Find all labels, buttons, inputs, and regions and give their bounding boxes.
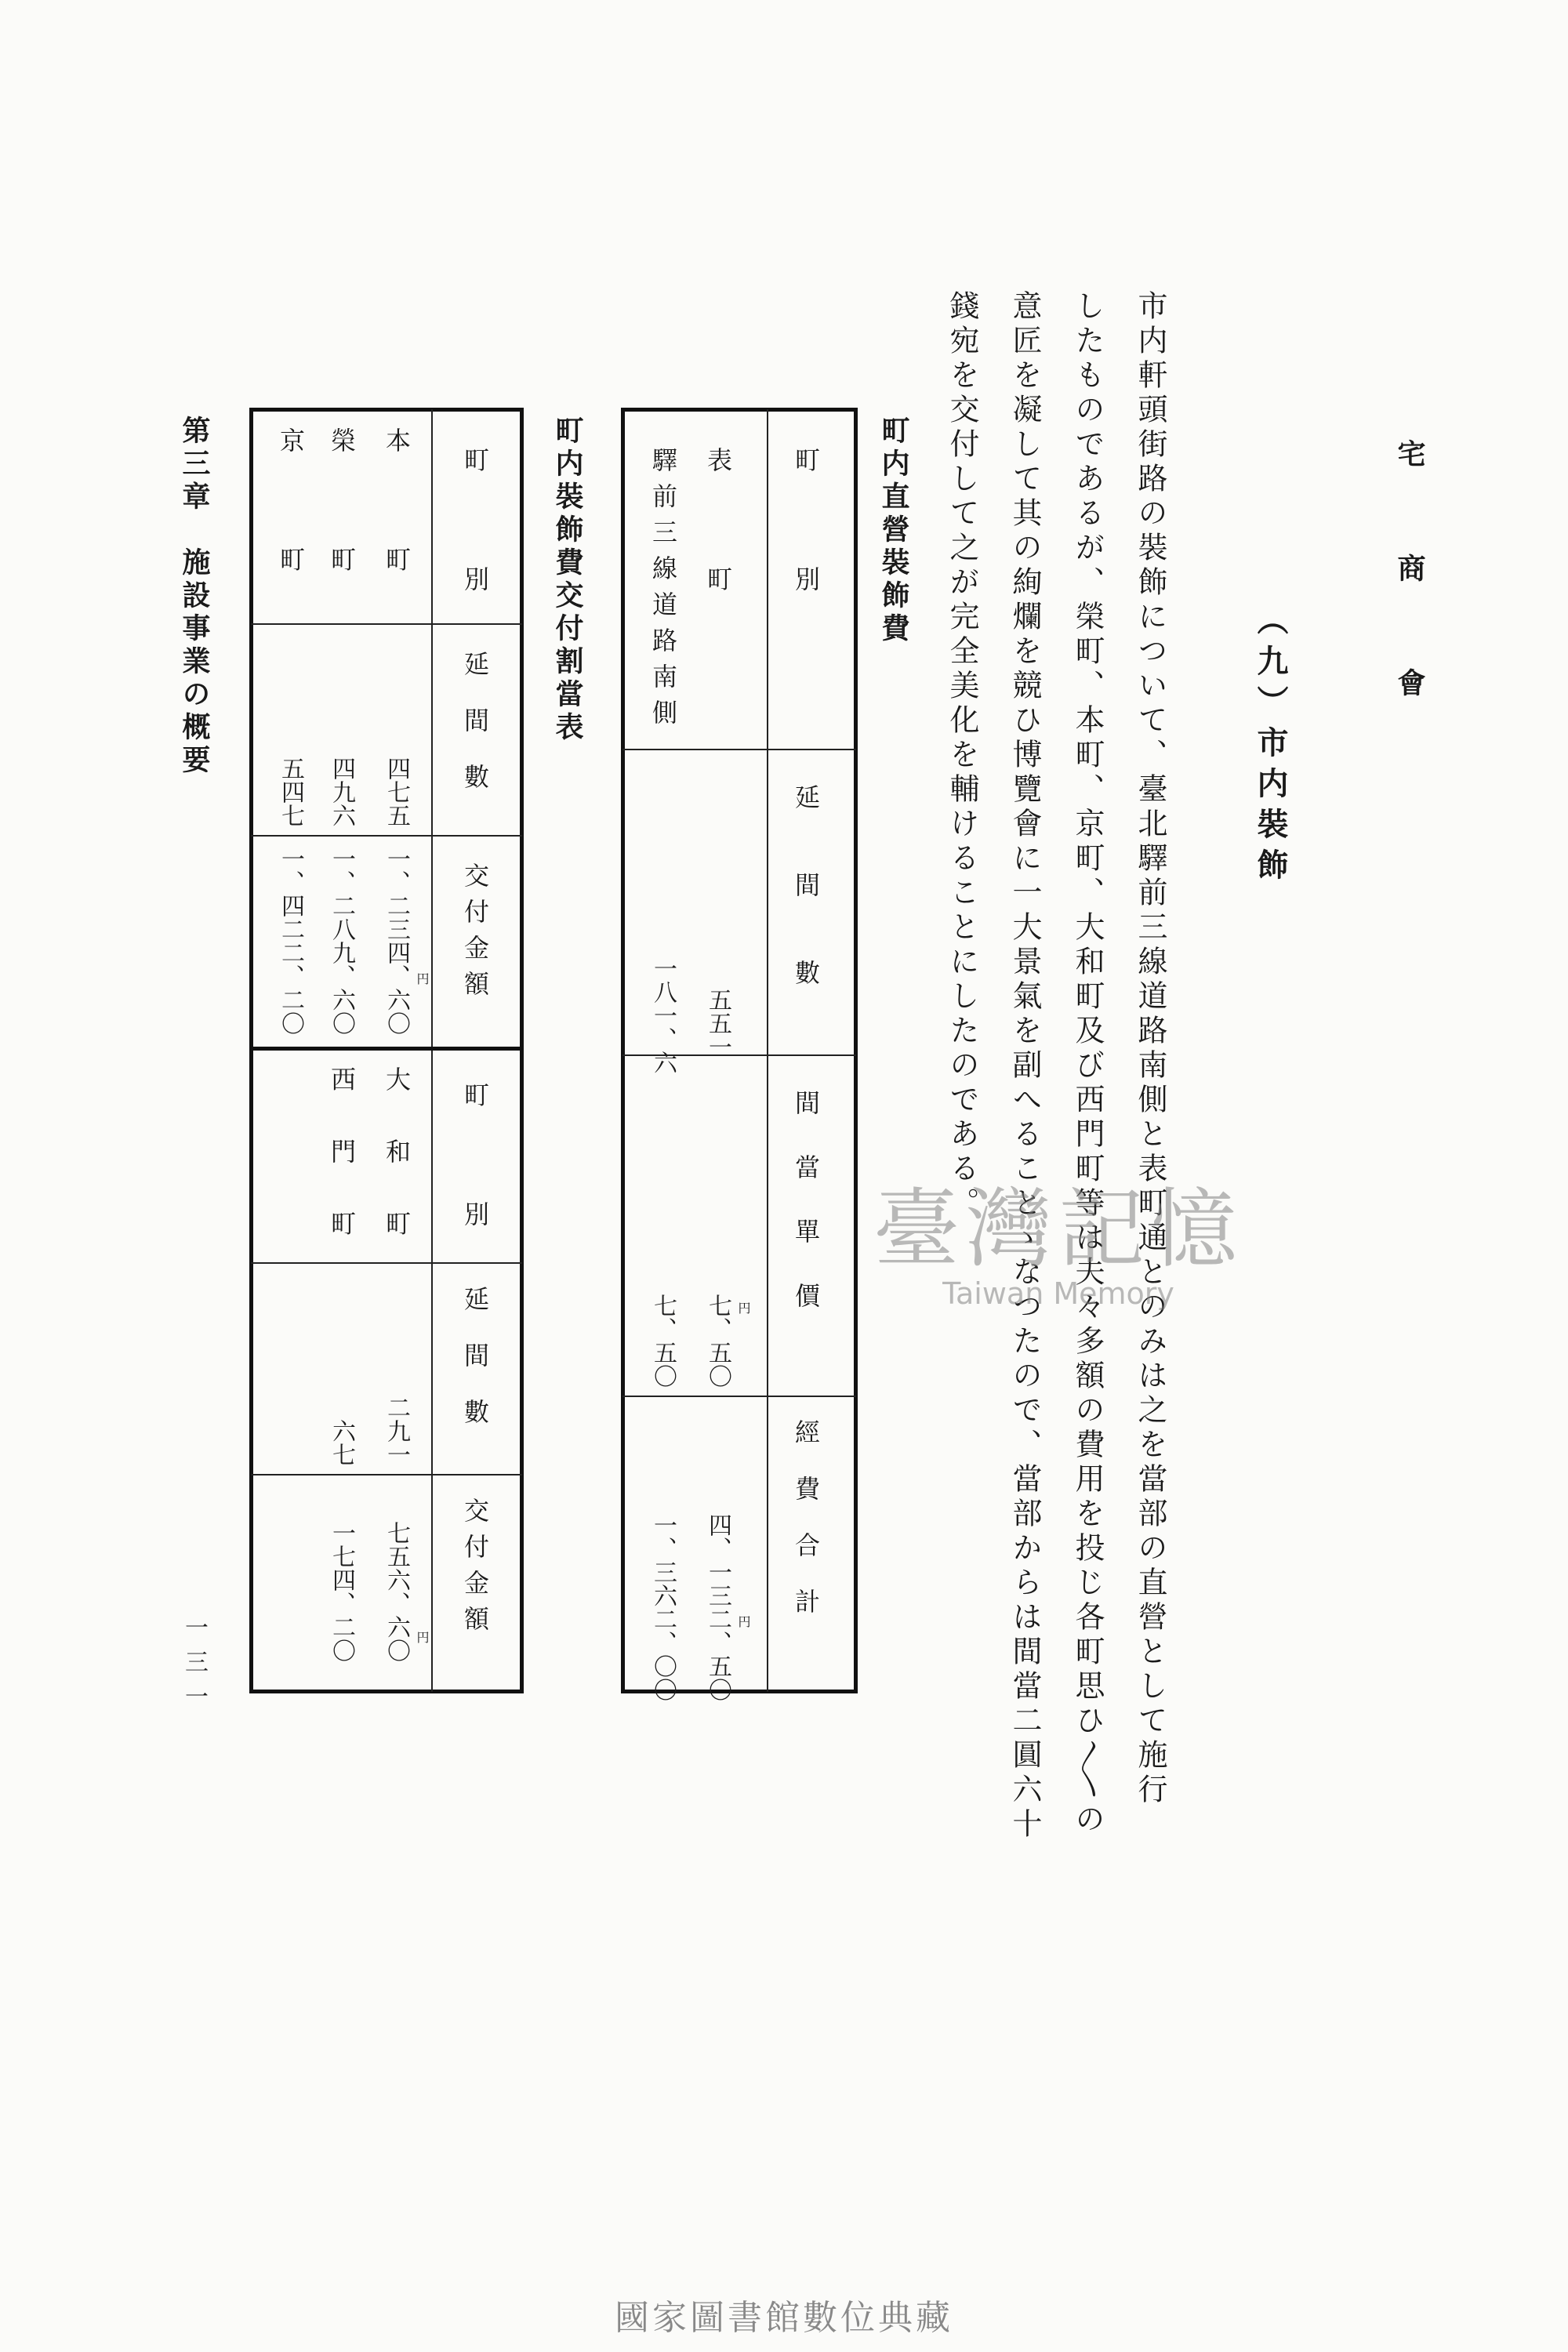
paragraph-line-4: 錢宛を交付して之が完全美化を輔けることにしたのである。 <box>945 290 979 1221</box>
table2-header-amount: 交付金額 <box>460 862 490 1007</box>
table1-rowline <box>622 749 856 750</box>
table2-row2-count2: 六七 <box>328 1419 355 1466</box>
page-number: 一三一 <box>180 1615 208 1719</box>
paragraph-line-1: 市内軒頭街路の裝飾について、臺北驛前三線道路南側と表町通とのみは之を當部の直營として施行 <box>1133 290 1167 1808</box>
table2-row2-town2: 西門町 <box>327 1066 357 1283</box>
table1-header-count: 延間數 <box>791 784 821 1047</box>
table2-rowline-thick <box>251 1047 522 1051</box>
paragraph-line-2: したものであるが、榮町、本町、京町、大和町及び西門町等は夫々多額の費用を投じ各町思ひ〱の <box>1070 290 1105 1838</box>
table1-row2-town: 驛前三線道路南側 <box>648 447 678 735</box>
table2-row2-count: 四九六 <box>328 757 355 827</box>
chapter-footer: 第三章 施設事業の概要 <box>178 416 211 778</box>
table2-header-count: 延間數 <box>460 651 490 820</box>
library-footer: 國家圖書館數位典藏 <box>615 2298 953 2338</box>
table2-row2-amount2: 一七四、二〇 <box>328 1521 355 1662</box>
running-head: 宅商會 <box>1393 439 1426 782</box>
table2-header-divider <box>431 409 433 1692</box>
table2-header-count2: 延間數 <box>460 1286 490 1455</box>
table1-header-divider <box>767 409 768 1692</box>
table2-header-town: 町別 <box>460 447 490 685</box>
table2-row1-town2: 大和町 <box>382 1066 412 1283</box>
table1-rowline <box>622 1396 856 1397</box>
table1-row2-total: 一、三六二、〇〇 <box>649 1513 677 1701</box>
table1-row2-unit: 七、五〇 <box>649 1294 677 1388</box>
table2-row2-amount: 一、二八九、六〇 <box>328 847 355 1035</box>
watermark-chinese: 臺灣記憶 <box>873 1179 1243 1279</box>
table2-header-town2: 町別 <box>460 1082 490 1320</box>
table2-heading: 町内裝飾費交付割當表 <box>551 416 584 745</box>
table1-row2-count: 一八一、六 <box>649 956 677 1074</box>
table2-row1-amount: 一、二三四、六〇 <box>383 847 410 1035</box>
section-title: （九）市内裝飾 <box>1252 604 1289 889</box>
table2-header-amount2: 交付金額 <box>460 1497 490 1642</box>
table1-header-town: 町別 <box>791 447 821 685</box>
paragraph-line-3: 意匠を凝して其の絢爛を競ひ博覽會に一大景氣を副へることゝなつたので、當部からは間當二圓六十 <box>1007 290 1042 1842</box>
table2-yen-amount: 円 <box>415 972 430 985</box>
table2-yen-amount2: 円 <box>415 1631 430 1643</box>
table1-yen-unit: 円 <box>736 1301 751 1314</box>
table1-yen-total: 円 <box>736 1615 751 1628</box>
table2-row1-town: 本町 <box>382 427 412 666</box>
table2-row3-count: 五四七 <box>277 757 304 827</box>
table2-row1-amount2: 七五六、六〇 <box>383 1521 410 1662</box>
table1-header-unit: 間當單價 <box>791 1090 821 1347</box>
table1-row1-town: 表町 <box>703 447 733 685</box>
table1-row1-count: 五五一 <box>704 988 731 1058</box>
table2-row3-amount: 一、四二二、二〇 <box>277 847 304 1035</box>
table2-row3-town: 京町 <box>276 427 306 666</box>
table1-header-total: 經費合計 <box>791 1419 821 1645</box>
table1-row1-total: 四、一三二、五〇 <box>704 1513 731 1701</box>
taiwan-memory-watermark <box>815 1160 1301 1311</box>
table2-row2-town: 榮町 <box>327 427 357 666</box>
table2-row1-count2: 二九一 <box>383 1396 410 1466</box>
watermark-english: Taiwan Memory <box>942 1276 1174 1311</box>
table1-heading: 町内直營裝飾費 <box>877 416 910 646</box>
table2-row1-count: 四七五 <box>383 757 410 827</box>
table2-rowline <box>251 835 522 837</box>
table1-row1-unit: 七、五〇 <box>704 1294 731 1388</box>
table2-rowline <box>251 1474 522 1475</box>
